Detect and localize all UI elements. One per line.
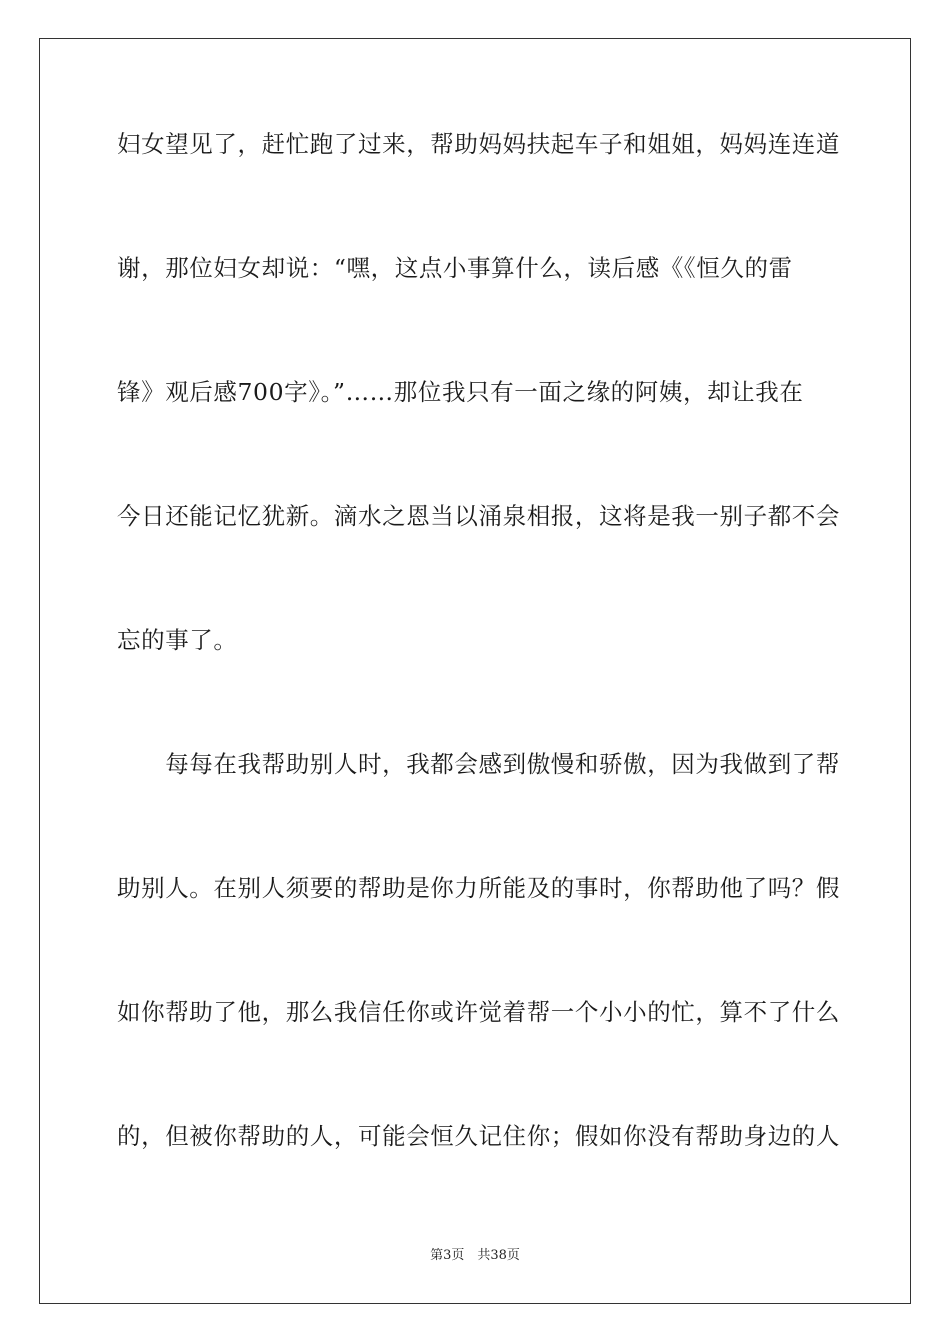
text-line: 每每在我帮助别人时，我都会感到傲慢和骄傲，因为我做到了帮 [117,750,840,778]
page-number-footer: 第3页 共38页 [430,1248,520,1263]
text-line: 助别人。在别人须要的帮助是你力所能及的事时，你帮助他了吗？假 [117,874,840,902]
text-line: 今日还能记忆犹新。滴水之恩当以涌泉相报，这将是我一别子都不会 [117,502,840,530]
page-border [39,38,911,1304]
text-line: 谢，那位妇女却说：“嘿，这点小事算什么，读后感《《恒久的雷 [117,254,793,282]
text-line: 妇女望见了，赶忙跑了过来，帮助妈妈扶起车子和姐姐，妈妈连连道 [117,130,840,158]
text-line: 的，但被你帮助的人，可能会恒久记住你；假如你没有帮助身边的人 [117,1122,840,1150]
text-line: 如你帮助了他，那么我信任你或许觉着帮一个小小的忙，算不了什么 [117,998,840,1026]
text-line: 锋》观后感700字》。”……那位我只有一面之缘的阿姨，却让我在 [117,378,804,406]
text-line: 忘的事了。 [117,626,238,654]
